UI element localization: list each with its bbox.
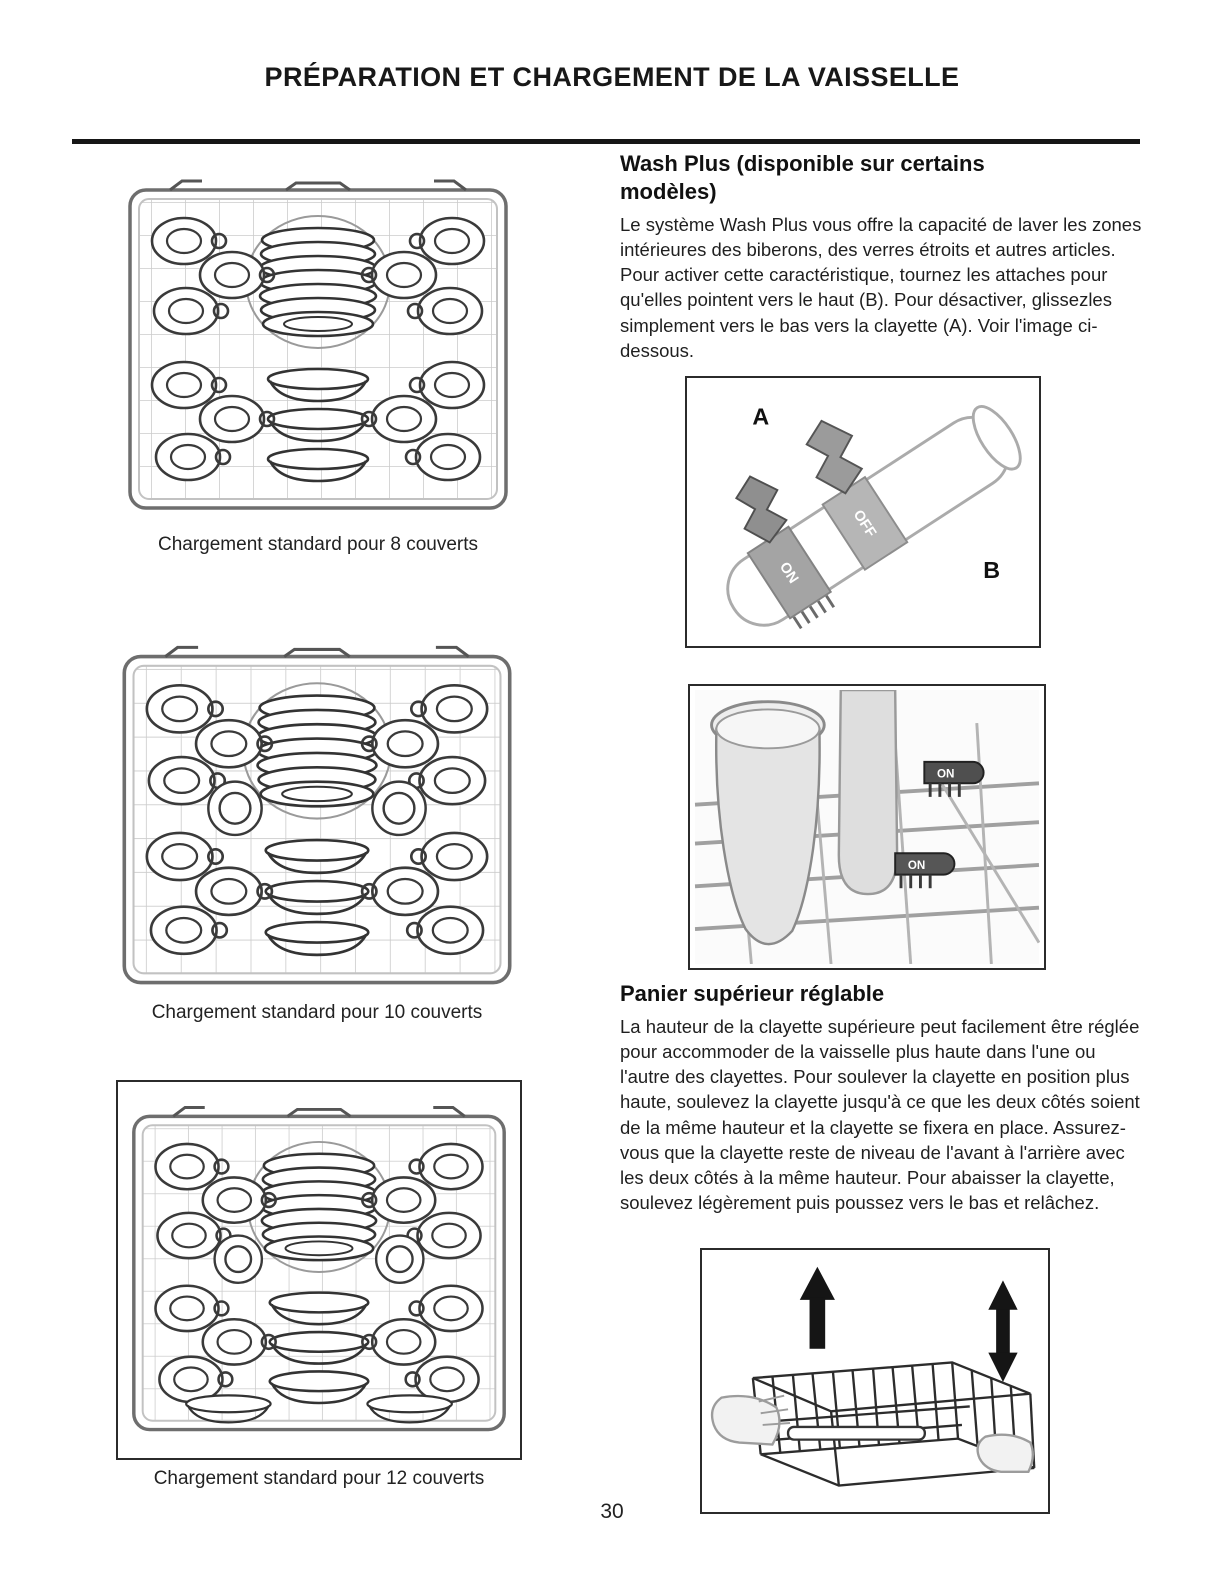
label-a: A: [752, 403, 770, 430]
clip-on-label: ON: [907, 858, 926, 872]
bottle-center: [839, 690, 897, 894]
wash-plus-body: Le système Wash Plus vous offre la capacité de laver les zones intérieures des biberons, des verres étroits et autres articles. Pour activer cette caractéristique, tournez les attaches pour qu'elles pointent vers le haut (B). Pour désactiver, glissezles simplement vers le bas vers la clayette (A). Voir l'image ci-dessous.: [620, 214, 1142, 361]
figure-rack-12-box: [116, 1080, 522, 1460]
figure-rack-lift: [700, 1248, 1050, 1514]
upper-rack-body: La hauteur de la clayette supérieure peut facilement être réglée pour accommoder de la vaisselle plus haute dans l'une ou l'autre des clayettes. Pour soulever la clayette en position plus haute, soulevez la clayette jusqu'à ce que les deux côtés soient de la même hauteur et la clayette se fixera en place. Assurez-vous que la clayette reste de niveau de l'avant à l'arrière avec les deux côtés à la même hauteur. Pour abaisser la clayette, soulevez légèrement puis poussez vers le bas et relâchez.: [620, 1016, 1140, 1214]
washplus-clip-drawing: [691, 382, 1035, 642]
rack-diagram-12-couverts: [122, 1086, 516, 1454]
clip-off-label: OFF: [849, 507, 879, 541]
figure-caption: Chargement standard pour 10 couverts: [151, 1002, 483, 1023]
figure-washplus-clip: [685, 376, 1041, 648]
figure-caption: Chargement standard pour 8 couverts: [157, 534, 478, 555]
figure-caption: Chargement standard pour 12 couverts: [153, 1468, 485, 1489]
figure-washplus-rack: [688, 684, 1046, 970]
rack-diagram-8-couverts: [118, 170, 518, 522]
upper-rack-heading: Panier supérieur réglable: [620, 981, 885, 1006]
title-divider: [72, 139, 1140, 144]
rack-diagram-10-couverts: [112, 636, 522, 997]
clip-on-label: ON: [775, 559, 802, 587]
rack-handle-bar: [788, 1427, 925, 1440]
bottle-rim: [716, 709, 819, 748]
hand-right: [978, 1435, 1033, 1472]
page-number: 30: [600, 1500, 624, 1523]
wash-plus-heading: Wash Plus (disponible sur certains modèles): [620, 151, 985, 204]
hand-left: [712, 1396, 779, 1444]
page-title: PRÉPARATION ET CHARGEMENT DE LA VAISSELLE: [264, 62, 960, 92]
clip-on-label: ON: [936, 767, 955, 781]
bottles-on-rack-drawing: [694, 690, 1040, 964]
label-b: B: [983, 556, 1001, 583]
bottle-tube: [691, 382, 1035, 642]
rack-lift-drawing: [706, 1254, 1044, 1508]
